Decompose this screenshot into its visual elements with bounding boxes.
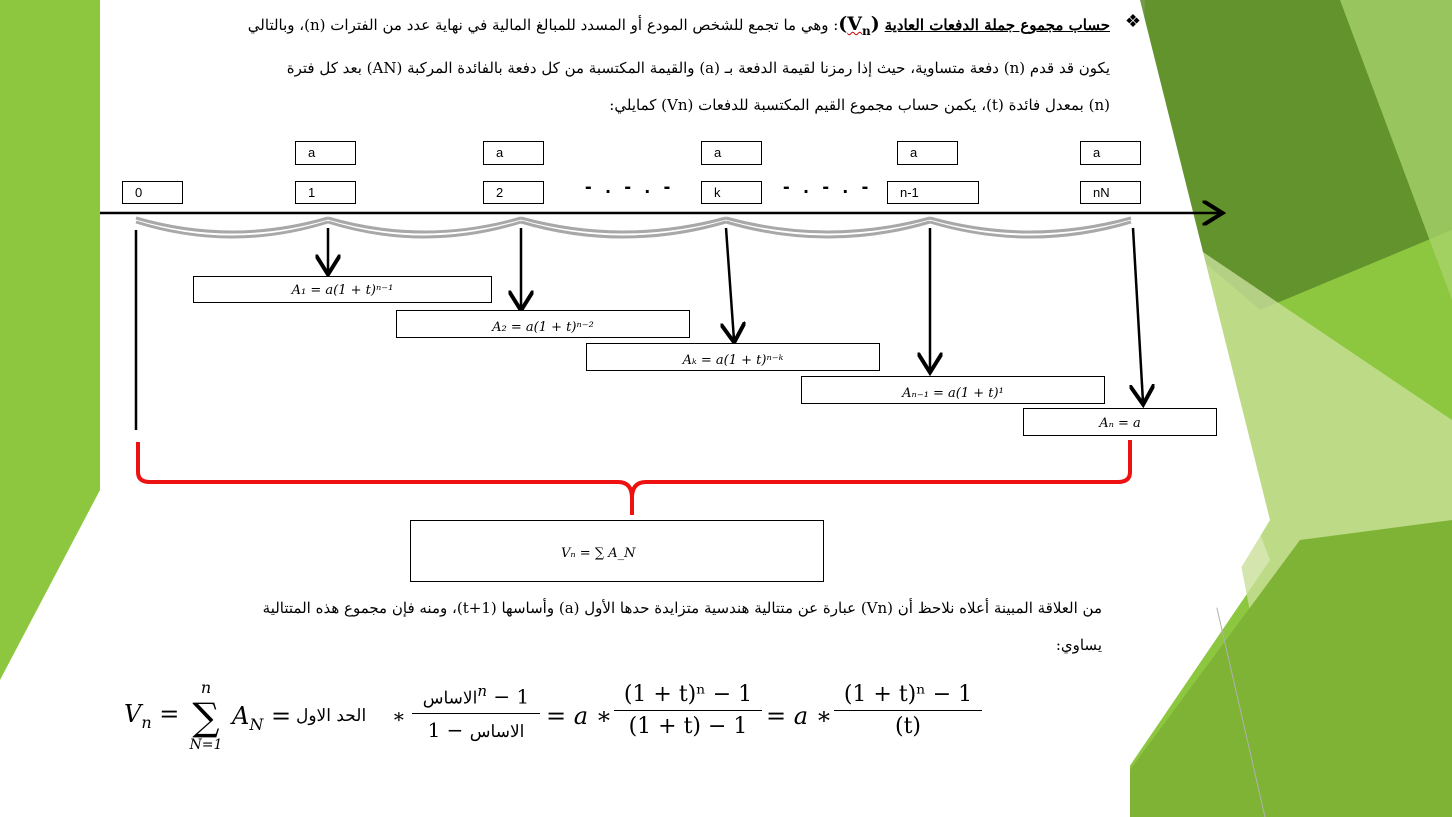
intro-title: حساب مجموع جملة الدفعات العادية: [884, 16, 1110, 34]
intro-line-1-rest: : وهي ما تجمع للشخص المودع أو المسدد للمبالغ المالية في نهاية عدد من الفترات (n)، وبالتالي: [247, 16, 839, 34]
period-box-0: 0: [122, 181, 183, 204]
formula-box-A1: A₁ = a(1 + t)ⁿ⁻¹: [193, 276, 492, 303]
payment-box-k: a: [701, 141, 762, 165]
final-first-term: الحد الاول: [296, 706, 367, 726]
sum-formula-text: Vₙ = ∑ A_N: [561, 546, 636, 561]
payment-box-n: a: [1080, 141, 1141, 165]
payment-box-1: a: [295, 141, 356, 165]
intro-line-3: (n) بمعدل فائدة (t)، يكمن حساب مجموع القيم المكتسبة للدفعات (Vn) كمايلي:: [609, 95, 1110, 114]
sum-formula-box: [410, 520, 824, 582]
formula-box-An1: Aₙ₋₁ = a(1 + t)¹: [801, 376, 1105, 404]
formula-box-An: Aₙ = a: [1023, 408, 1217, 436]
four-diamond-bullet-icon: ❖: [1124, 11, 1142, 32]
final-eq-a2: = a ∗: [766, 702, 833, 730]
period-box-n: nN: [1080, 181, 1141, 204]
final-fraction-1: الاساس$^n$ − 1 الاساس − 1: [412, 682, 540, 742]
period-box-k: k: [701, 181, 762, 204]
payment-box-2: a: [483, 141, 544, 165]
final-eq-a1: = a ∗: [546, 702, 613, 730]
final-fraction-3: (1 + t)ⁿ − 1 (t): [834, 682, 982, 739]
payment-box-n1: a: [897, 141, 958, 165]
intro-symbol: $(V_n)$: [838, 13, 880, 38]
intro-line-1: [110, 6, 1110, 50]
formula-box-A2: A₂ = a(1 + t)ⁿ⁻²: [396, 310, 690, 338]
conclusion-line-2: يساوي:: [1055, 636, 1102, 654]
period-box-n1: n-1: [887, 181, 979, 204]
period-box-2: 2: [483, 181, 544, 204]
final-equation: [120, 678, 1000, 778]
final-times-1: ∗: [392, 704, 406, 728]
timeline-ellipsis-2: - . - . -: [783, 176, 873, 198]
left-green-shape: [0, 0, 100, 680]
timeline-ellipsis-1: - . - . -: [585, 176, 675, 198]
intro-line-2: يكون قد قدم (n) دفعة متساوية، حيث إذا رمزنا لقيمة الدفعة بـ (a) والقيمة المكتسبة من كل دفعة بالفائدة المركبة (AN) بعد كل فترة: [286, 58, 1110, 77]
conclusion-line-1: من العلاقة المبينة أعلاه نلاحظ أن (Vn) عبارة عن متتالية هندسية متزايدة حدها الأول (a) وأساسها (1+t)، ومنه فإن مجموع هذه المتتالية: [262, 599, 1102, 617]
intro-paragraph: [110, 6, 1110, 124]
period-box-1: 1: [295, 181, 356, 204]
final-sigma: n ∑ N=1: [189, 678, 223, 753]
conclusion-paragraph: [120, 590, 1102, 664]
formula-box-Ak: Aₖ = a(1 + t)ⁿ⁻ᵏ: [586, 343, 880, 371]
final-AN: $A_N$ =: [232, 702, 292, 734]
final-lhs: $V_n$ =: [124, 700, 180, 732]
final-fraction-2: (1 + t)ⁿ − 1 (1 + t) − 1: [614, 682, 762, 739]
